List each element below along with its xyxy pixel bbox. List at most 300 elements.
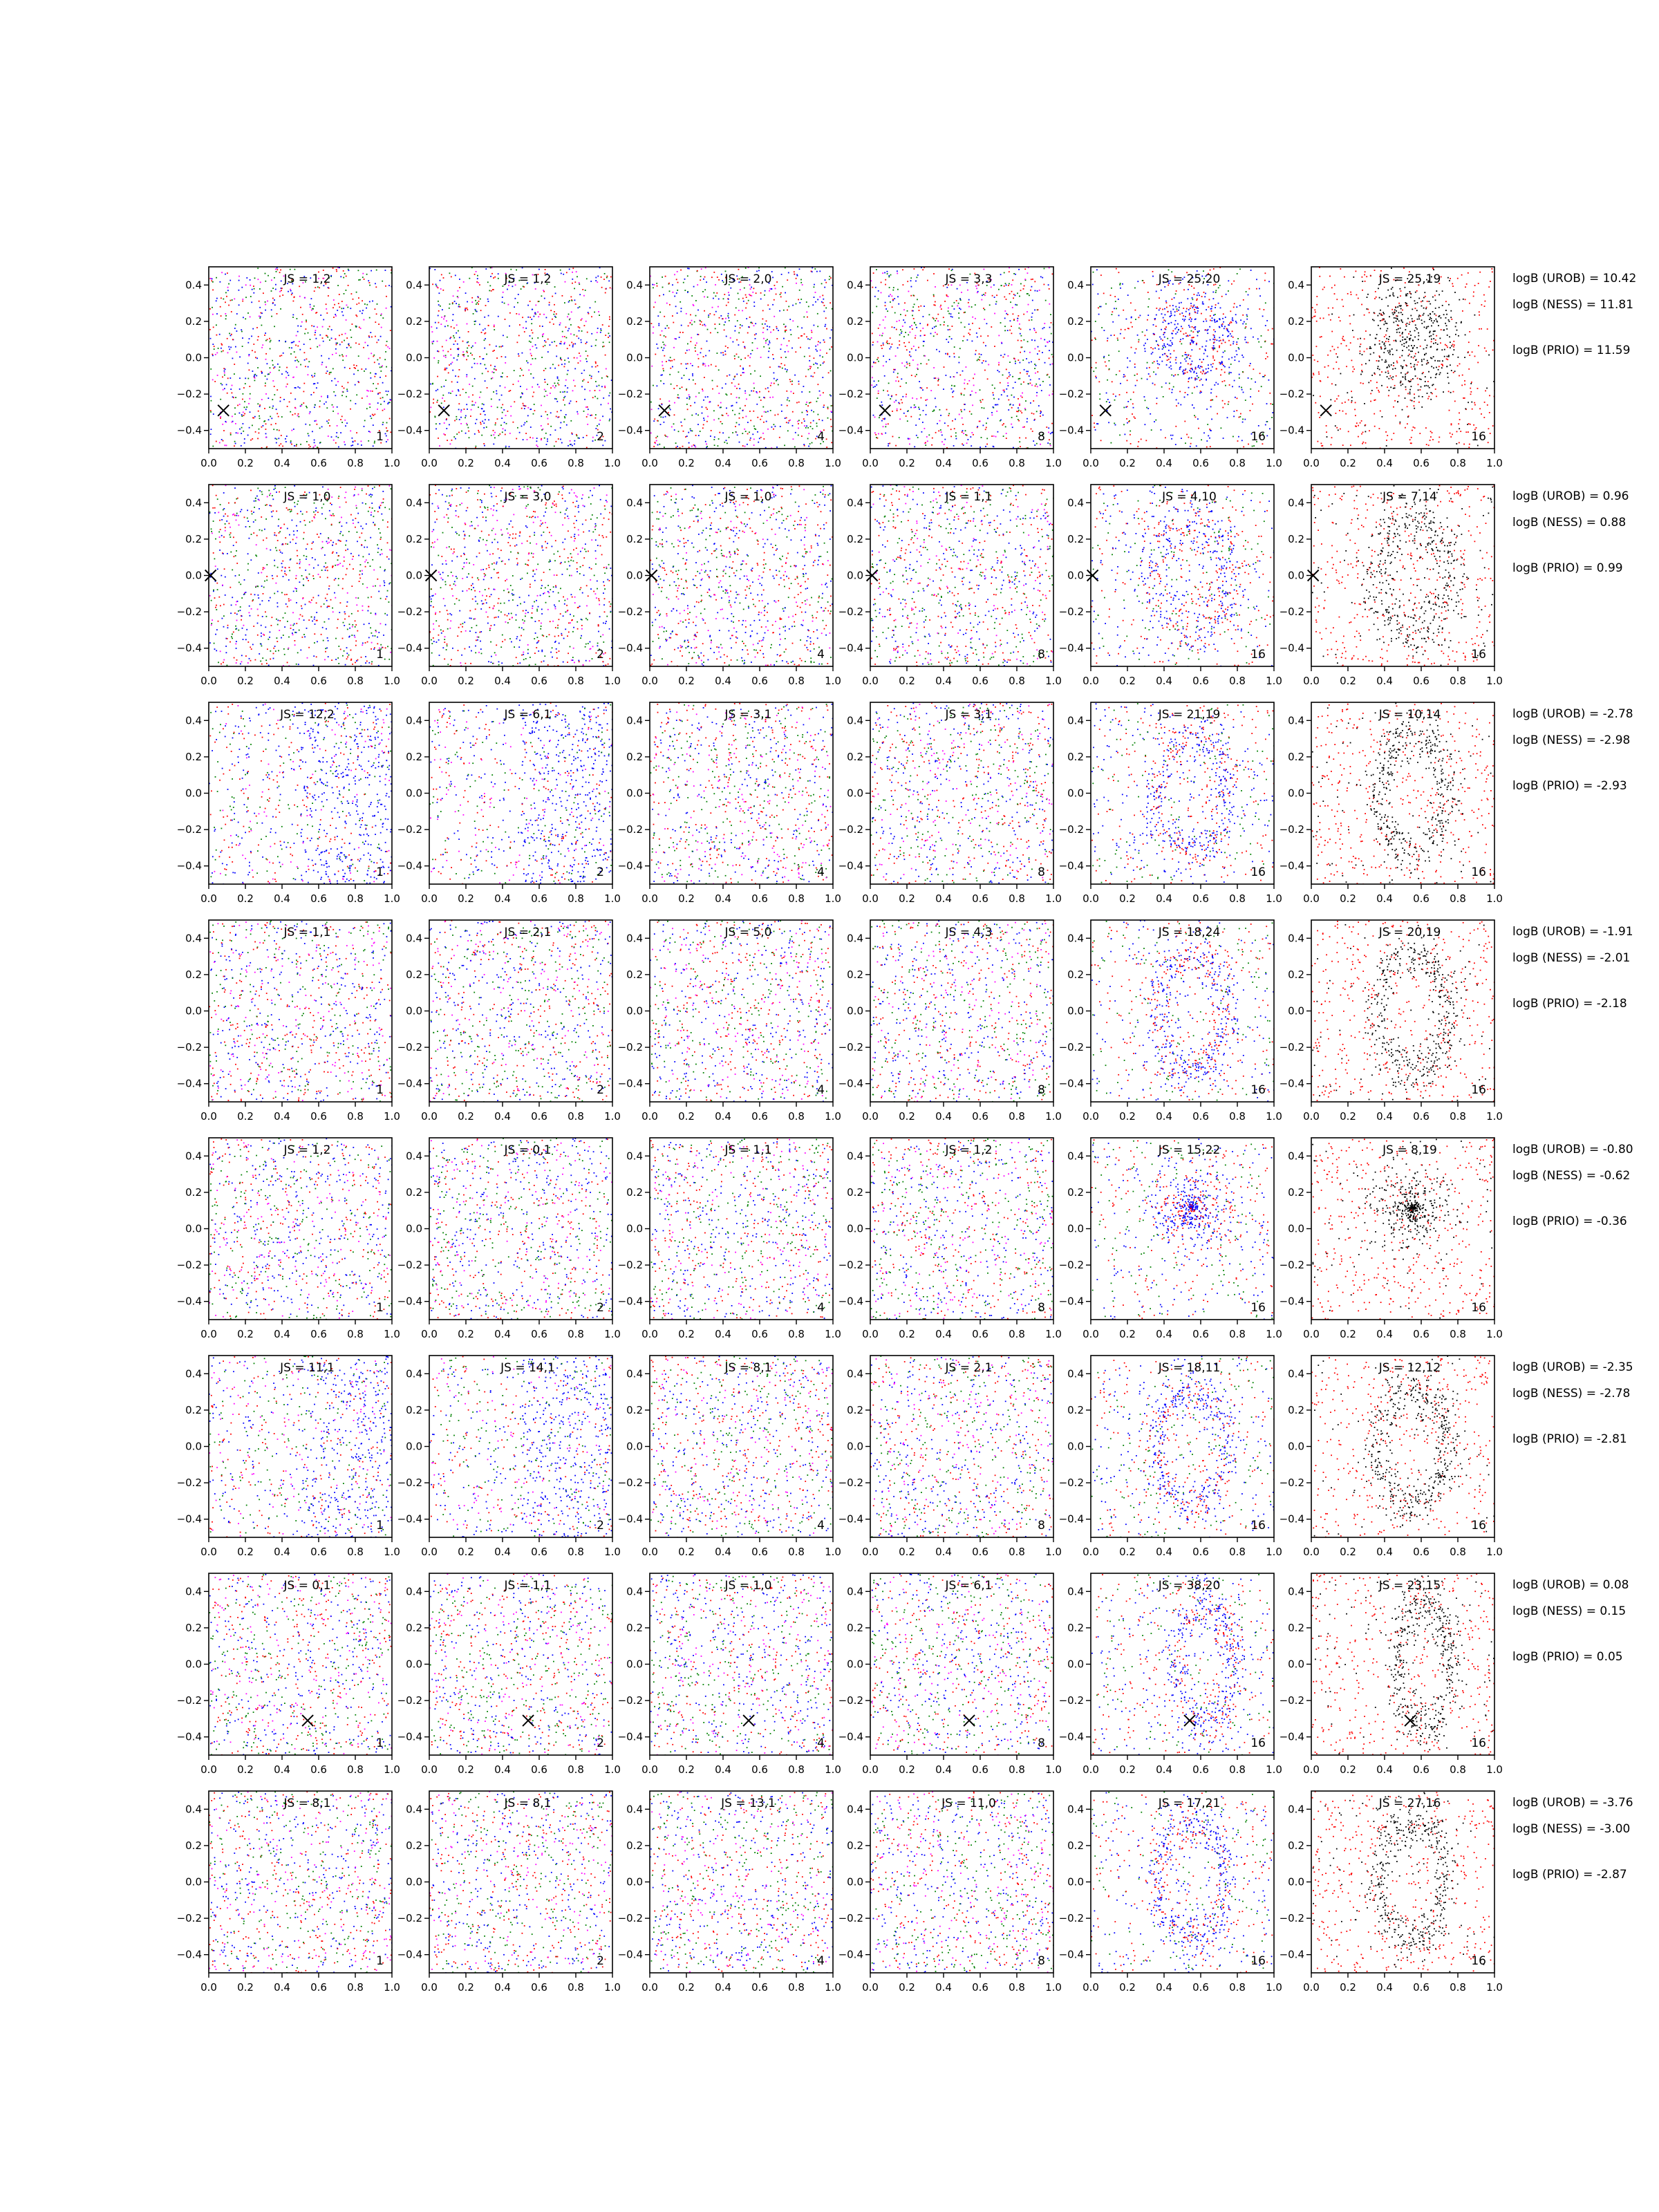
scatter-point xyxy=(220,416,221,418)
scatter-point xyxy=(596,339,597,341)
scatter-point xyxy=(1257,338,1259,339)
y-tick-label: 0.2 xyxy=(1067,315,1084,328)
scatter-points xyxy=(1311,267,1495,449)
scatter-point xyxy=(1098,423,1099,424)
scatter-point xyxy=(1036,411,1038,412)
scatter-point xyxy=(572,283,573,284)
scatter-point xyxy=(920,335,921,337)
scatter-point xyxy=(1183,370,1184,371)
scatter-point xyxy=(1206,409,1208,410)
scatter-point xyxy=(1134,353,1136,354)
scatter-point xyxy=(959,308,960,309)
scatter-point xyxy=(1182,371,1183,373)
scatter-point xyxy=(1209,438,1210,439)
scatter-point xyxy=(1470,391,1472,393)
scatter-point xyxy=(1197,418,1199,420)
scatter-point xyxy=(908,341,910,343)
scatter-point xyxy=(1237,440,1239,442)
scatter-point xyxy=(674,414,675,415)
scatter-point xyxy=(475,342,476,344)
scatter-point xyxy=(585,406,587,408)
scatter-point xyxy=(1216,321,1217,322)
scatter-point xyxy=(994,346,995,347)
scatter-point xyxy=(1222,324,1224,325)
scatter-point xyxy=(505,319,506,320)
scatter-point xyxy=(478,282,479,283)
scatter-point xyxy=(315,404,316,406)
scatter-point xyxy=(713,298,714,299)
scatter-point xyxy=(774,285,776,286)
scatter-point xyxy=(765,342,767,344)
scatter-point xyxy=(969,334,971,335)
scatter-point xyxy=(375,336,376,337)
scatter-point xyxy=(276,313,278,315)
scatter-point xyxy=(1174,311,1176,312)
scatter-point xyxy=(1163,344,1165,345)
scatter-point xyxy=(602,444,603,446)
scatter-point xyxy=(458,304,460,306)
scatter-point xyxy=(1127,328,1129,329)
scatter-point xyxy=(366,308,367,309)
scatter-point xyxy=(1402,409,1403,411)
scatter-point xyxy=(668,412,669,413)
scatter-point xyxy=(328,422,329,424)
scatter-point xyxy=(721,274,722,275)
scatter-point xyxy=(343,391,344,393)
scatter-point xyxy=(936,318,937,319)
scatter-point xyxy=(366,304,368,306)
scatter-point xyxy=(820,342,821,344)
scatter-point xyxy=(285,386,287,388)
scatter-point xyxy=(1205,293,1206,294)
scatter-point xyxy=(964,409,965,411)
scatter-point xyxy=(1024,369,1025,371)
scatter-point xyxy=(719,432,720,433)
scatter-point xyxy=(702,406,703,408)
scatter-point xyxy=(826,328,827,330)
scatter-point xyxy=(980,402,982,403)
scatter-point xyxy=(663,294,664,295)
scatter-point xyxy=(1226,328,1228,330)
scatter-point xyxy=(568,370,569,371)
scatter-point xyxy=(1409,324,1410,325)
scatter-point xyxy=(669,374,671,375)
scatter-point xyxy=(518,314,520,315)
scatter-point xyxy=(1146,368,1147,369)
scatter-point xyxy=(513,422,514,423)
scatter-point xyxy=(1183,308,1184,309)
scatter-point xyxy=(787,351,789,353)
scatter-point xyxy=(556,441,557,442)
scatter-point xyxy=(703,418,704,419)
scatter-point xyxy=(336,343,337,344)
scatter-point xyxy=(821,283,823,285)
scatter-point xyxy=(1365,431,1367,433)
scatter-point xyxy=(918,407,919,409)
scatter-point xyxy=(483,427,485,429)
scatter-point xyxy=(812,271,813,272)
scatter-point xyxy=(465,309,466,310)
scatter-point xyxy=(516,313,517,315)
scatter-point xyxy=(749,440,751,441)
scatter-point xyxy=(922,269,924,270)
scatter-point xyxy=(294,297,295,298)
scatter-point xyxy=(366,395,368,397)
scatter-point xyxy=(1203,359,1204,360)
scatter-point xyxy=(1201,366,1203,368)
scatter-point xyxy=(1203,432,1205,433)
scatter-point xyxy=(714,314,715,315)
scatter-point xyxy=(1410,400,1412,401)
scatter-point xyxy=(740,324,741,326)
scatter-point xyxy=(1361,370,1362,371)
scatter-point xyxy=(977,359,979,360)
scatter-point xyxy=(556,356,557,357)
scatter-point xyxy=(1119,394,1121,395)
scatter-point xyxy=(1004,318,1006,319)
scatter-point xyxy=(315,335,316,336)
scatter-point xyxy=(477,275,478,276)
scatter-point xyxy=(823,406,825,408)
scatter-point xyxy=(210,410,212,411)
scatter-point xyxy=(583,437,584,438)
scatter-point xyxy=(950,436,952,438)
scatter-point xyxy=(573,379,574,381)
scatter-point xyxy=(670,360,671,362)
scatter-point xyxy=(917,299,918,300)
scatter-point xyxy=(1003,423,1004,424)
scatter-point xyxy=(1120,383,1121,384)
scatter-point xyxy=(1317,361,1318,362)
scatter-point xyxy=(535,305,536,306)
scatter-point xyxy=(783,324,785,325)
scatter-point xyxy=(352,444,353,446)
panel-r1-c6 xyxy=(1280,267,1503,469)
scatter-point xyxy=(817,326,818,327)
scatter-point xyxy=(559,384,560,386)
scatter-point xyxy=(932,317,934,319)
scatter-point xyxy=(282,446,283,447)
scatter-point xyxy=(651,409,653,410)
y-tick-label: 0.2 xyxy=(626,315,643,328)
scatter-point xyxy=(346,276,347,277)
scatter-point xyxy=(1013,404,1014,406)
scatter-point xyxy=(1241,387,1242,388)
scatter-point xyxy=(1005,427,1006,428)
scatter-point xyxy=(969,411,971,412)
scatter-point xyxy=(453,357,455,359)
scatter-point xyxy=(912,315,913,317)
scatter-point xyxy=(1210,370,1212,371)
scatter-point xyxy=(377,383,379,384)
scatter-point xyxy=(588,409,589,410)
scatter-point xyxy=(1039,290,1040,291)
scatter-point xyxy=(574,288,575,290)
x-tick-label: 0.6 xyxy=(972,457,988,469)
scatter-point xyxy=(525,406,527,407)
scatter-point xyxy=(1011,407,1013,409)
scatter-point xyxy=(354,367,355,368)
scatter-point xyxy=(1489,412,1490,413)
scatter-point xyxy=(774,373,775,374)
scatter-point xyxy=(1138,339,1140,341)
scatter-point xyxy=(952,326,953,327)
scatter-point xyxy=(772,397,774,398)
scatter-point xyxy=(1172,299,1173,300)
scatter-point xyxy=(258,411,259,412)
scatter-point xyxy=(1236,350,1237,352)
scatter-point xyxy=(279,291,281,292)
scatter-point xyxy=(346,319,347,321)
scatter-point xyxy=(577,438,579,439)
scatter-point xyxy=(1134,418,1136,419)
scatter-point xyxy=(290,353,292,355)
scatter-point xyxy=(331,338,332,339)
scatter-point xyxy=(941,441,943,442)
scatter-point xyxy=(572,445,573,447)
scatter-point xyxy=(1227,336,1228,337)
scatter-point xyxy=(655,442,656,443)
x-tick-label: 0.8 xyxy=(788,457,805,469)
scatter-point xyxy=(494,366,496,367)
scatter-point xyxy=(1173,386,1174,388)
scatter-point xyxy=(971,391,973,392)
scatter-point xyxy=(786,391,787,392)
scatter-point xyxy=(1429,332,1430,333)
scatter-point xyxy=(991,435,993,437)
scatter-point xyxy=(1024,408,1026,409)
scatter-point xyxy=(919,381,920,382)
scatter-point xyxy=(1243,357,1244,358)
scatter-point xyxy=(1203,353,1205,355)
scatter-point xyxy=(786,301,787,302)
scatter-point xyxy=(574,357,575,359)
scatter-point xyxy=(253,344,254,345)
scatter-point xyxy=(210,411,212,413)
scatter-point xyxy=(1015,294,1016,296)
scatter-point xyxy=(1153,324,1154,326)
scatter-point xyxy=(898,303,899,305)
scatter-point xyxy=(1435,299,1436,301)
scatter-point xyxy=(776,326,777,328)
scatter-point xyxy=(478,430,479,431)
scatter-point xyxy=(822,357,823,358)
scatter-point xyxy=(749,431,750,433)
scatter-point xyxy=(958,317,959,319)
scatter-point xyxy=(387,439,388,440)
scatter-point xyxy=(501,356,503,357)
scatter-point xyxy=(1189,370,1190,371)
scatter-point xyxy=(311,325,312,326)
scatter-point xyxy=(706,341,708,342)
scatter-point xyxy=(716,292,718,294)
scatter-point xyxy=(238,304,240,306)
scatter-point xyxy=(390,330,391,331)
scatter-point xyxy=(744,346,745,348)
scatter-point xyxy=(826,447,827,448)
scatter-point xyxy=(695,383,696,384)
scatter-point xyxy=(925,400,926,401)
scatter-point xyxy=(246,406,247,408)
scatter-point xyxy=(1175,426,1177,427)
scatter-point xyxy=(1117,339,1118,341)
scatter-point xyxy=(460,423,462,424)
scatter-point xyxy=(338,447,339,448)
scatter-point xyxy=(674,429,675,431)
scatter-point xyxy=(572,390,574,391)
scatter-point xyxy=(327,395,328,397)
scatter-point xyxy=(739,418,740,419)
scatter-point xyxy=(979,359,980,361)
scatter-point xyxy=(755,323,756,324)
scatter-point xyxy=(1250,410,1251,411)
scatter-point xyxy=(1134,416,1135,418)
scatter-point xyxy=(554,387,556,388)
scatter-point xyxy=(571,433,572,434)
scatter-point xyxy=(706,281,707,283)
scatter-point xyxy=(563,344,565,345)
scatter-point xyxy=(733,379,735,380)
scatter-point xyxy=(1220,364,1221,365)
scatter-point xyxy=(1018,420,1020,422)
scatter-point xyxy=(306,328,307,330)
scatter-point xyxy=(662,330,663,332)
scatter-point xyxy=(1223,321,1224,323)
scatter-point xyxy=(564,404,565,406)
scatter-point xyxy=(1240,319,1241,321)
scatter-point xyxy=(227,287,229,288)
scatter-point xyxy=(1180,362,1181,364)
scatter-point xyxy=(798,423,799,424)
scatter-point xyxy=(1450,278,1451,279)
scatter-point xyxy=(756,333,757,335)
scatter-point xyxy=(1169,388,1170,390)
scatter-point xyxy=(1221,296,1223,297)
scatter-point xyxy=(276,271,277,272)
scatter-point xyxy=(1428,444,1430,446)
scatter-point xyxy=(520,397,521,398)
scatter-point xyxy=(927,280,928,281)
scatter-point xyxy=(597,398,599,400)
scatter-point xyxy=(521,369,523,371)
scatter-point xyxy=(708,365,709,366)
scatter-point xyxy=(374,414,375,415)
scatter-point xyxy=(911,348,912,350)
scatter-point xyxy=(466,359,467,360)
scatter-point xyxy=(1126,319,1127,320)
scatter-point xyxy=(889,343,890,344)
y-tick-label: 0.2 xyxy=(406,315,422,328)
scatter-point xyxy=(315,312,317,314)
scatter-point xyxy=(1163,347,1164,348)
scatter-point xyxy=(830,349,831,350)
scatter-point xyxy=(558,379,559,381)
scatter-point xyxy=(488,315,489,317)
scatter-point xyxy=(977,426,978,427)
scatter-point xyxy=(597,332,598,333)
scatter-point xyxy=(762,324,763,325)
scatter-point xyxy=(1105,362,1106,363)
scatter-point xyxy=(1012,427,1013,428)
scatter-point xyxy=(343,308,344,309)
scatter-point xyxy=(791,391,792,393)
scatter-point xyxy=(778,384,779,386)
scatter-point xyxy=(695,345,696,346)
scatter-point xyxy=(610,288,611,289)
scatter-point xyxy=(755,429,756,430)
scatter-point xyxy=(1441,349,1443,350)
scatter-point xyxy=(261,427,263,428)
scatter-point xyxy=(491,371,493,373)
scatter-point xyxy=(1252,446,1253,447)
scatter-point xyxy=(668,359,670,361)
scatter-point xyxy=(1248,288,1250,290)
scatter-point xyxy=(781,363,782,364)
scatter-point xyxy=(791,334,792,335)
scatter-point xyxy=(242,301,243,302)
scatter-point xyxy=(314,375,315,377)
scatter-point xyxy=(1094,422,1095,424)
scatter-point xyxy=(326,335,328,337)
scatter-point xyxy=(435,390,437,391)
scatter-point xyxy=(308,366,309,368)
scatter-point xyxy=(499,346,500,348)
scatter-point xyxy=(509,433,511,434)
scatter-point xyxy=(665,328,666,329)
scatter-point xyxy=(574,344,576,345)
scatter-point xyxy=(772,277,774,279)
scatter-point xyxy=(221,315,222,317)
y-tick-label: 0.4 xyxy=(185,279,202,291)
scatter-point xyxy=(1018,359,1019,361)
scatter-point xyxy=(1146,407,1147,409)
scatter-point xyxy=(753,288,755,289)
scatter-point xyxy=(767,305,769,306)
panel-r1-c1 xyxy=(177,267,400,469)
scatter-point xyxy=(1213,342,1215,344)
scatter-point xyxy=(1145,335,1146,336)
scatter-point xyxy=(672,284,673,285)
scatter-point xyxy=(1436,367,1437,368)
scatter-point xyxy=(807,317,808,318)
scatter-point xyxy=(474,321,476,322)
scatter-point xyxy=(355,403,357,404)
scatter-point xyxy=(971,432,973,433)
scatter-point xyxy=(682,332,684,333)
scatter-point xyxy=(786,422,787,423)
scatter-point xyxy=(964,336,965,337)
scatter-point xyxy=(984,408,985,409)
scatter-point xyxy=(874,417,876,418)
scatter-point xyxy=(290,269,291,270)
scatter-point xyxy=(878,393,879,394)
scatter-point xyxy=(888,443,889,444)
scatter-point xyxy=(1245,337,1246,338)
scatter-point xyxy=(1407,318,1409,319)
scatter-point xyxy=(1211,320,1212,321)
scatter-point xyxy=(980,335,982,337)
x-marker xyxy=(218,405,229,416)
scatter-point xyxy=(519,432,521,433)
scatter-point xyxy=(1407,305,1409,306)
scatter-point xyxy=(261,325,263,326)
scatter-point xyxy=(797,421,798,422)
scatter-point xyxy=(722,280,723,281)
scatter-point xyxy=(504,422,505,423)
scatter-point xyxy=(543,290,544,291)
scatter-point xyxy=(458,349,459,350)
scatter-point xyxy=(251,336,252,337)
